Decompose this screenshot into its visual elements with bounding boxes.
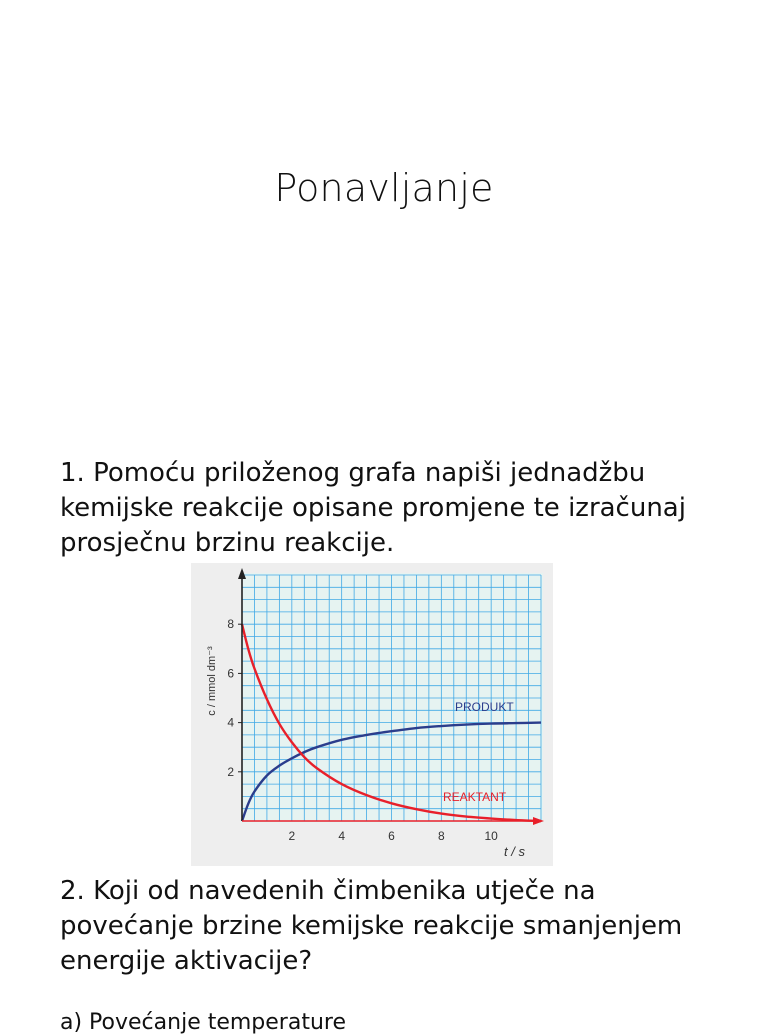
chart-svg: [191, 563, 553, 866]
y-tick-label: 6: [227, 666, 234, 681]
question-1-line: 1. Pomoću priloženog grafa napiši jednadžbu: [60, 458, 646, 488]
page-title: Ponavljanje: [274, 166, 494, 210]
question-2: [60, 874, 720, 979]
series-label-reaktant: REAKTANT: [443, 790, 507, 804]
y-tick-label: 8: [227, 617, 234, 632]
question-1-line: prosječnu brzinu reakcije.: [60, 528, 395, 558]
x-tick-label: 2: [288, 829, 296, 843]
concentration-time-chart: [191, 563, 553, 866]
question-2-line: 2. Koji od navedenih čimbenika utječe na: [60, 876, 596, 906]
option-a: a) Povećanje temperature: [60, 1010, 346, 1035]
question-2-line: povećanje brzine kemijske reakcije smanjenjem: [60, 911, 683, 941]
y-axis-label: c / mmol dm⁻³: [206, 646, 218, 716]
x-axis-label: t / s: [504, 844, 525, 859]
y-tick-label: 4: [227, 715, 234, 730]
question-2-line: energije aktivacije?: [60, 946, 313, 976]
y-tick-label: 2: [227, 764, 234, 779]
question-1: [60, 456, 720, 561]
x-tick-label: 6: [388, 829, 395, 843]
grid-lines: [242, 575, 541, 821]
series-label-produkt: PRODUKT: [455, 700, 514, 714]
x-tick-label: 8: [437, 829, 445, 843]
x-tick-label: 4: [338, 829, 346, 843]
question-1-line: kemijske reakcije opisane promjene te izračunaj: [60, 493, 686, 523]
x-tick-label: 10: [484, 829, 498, 843]
